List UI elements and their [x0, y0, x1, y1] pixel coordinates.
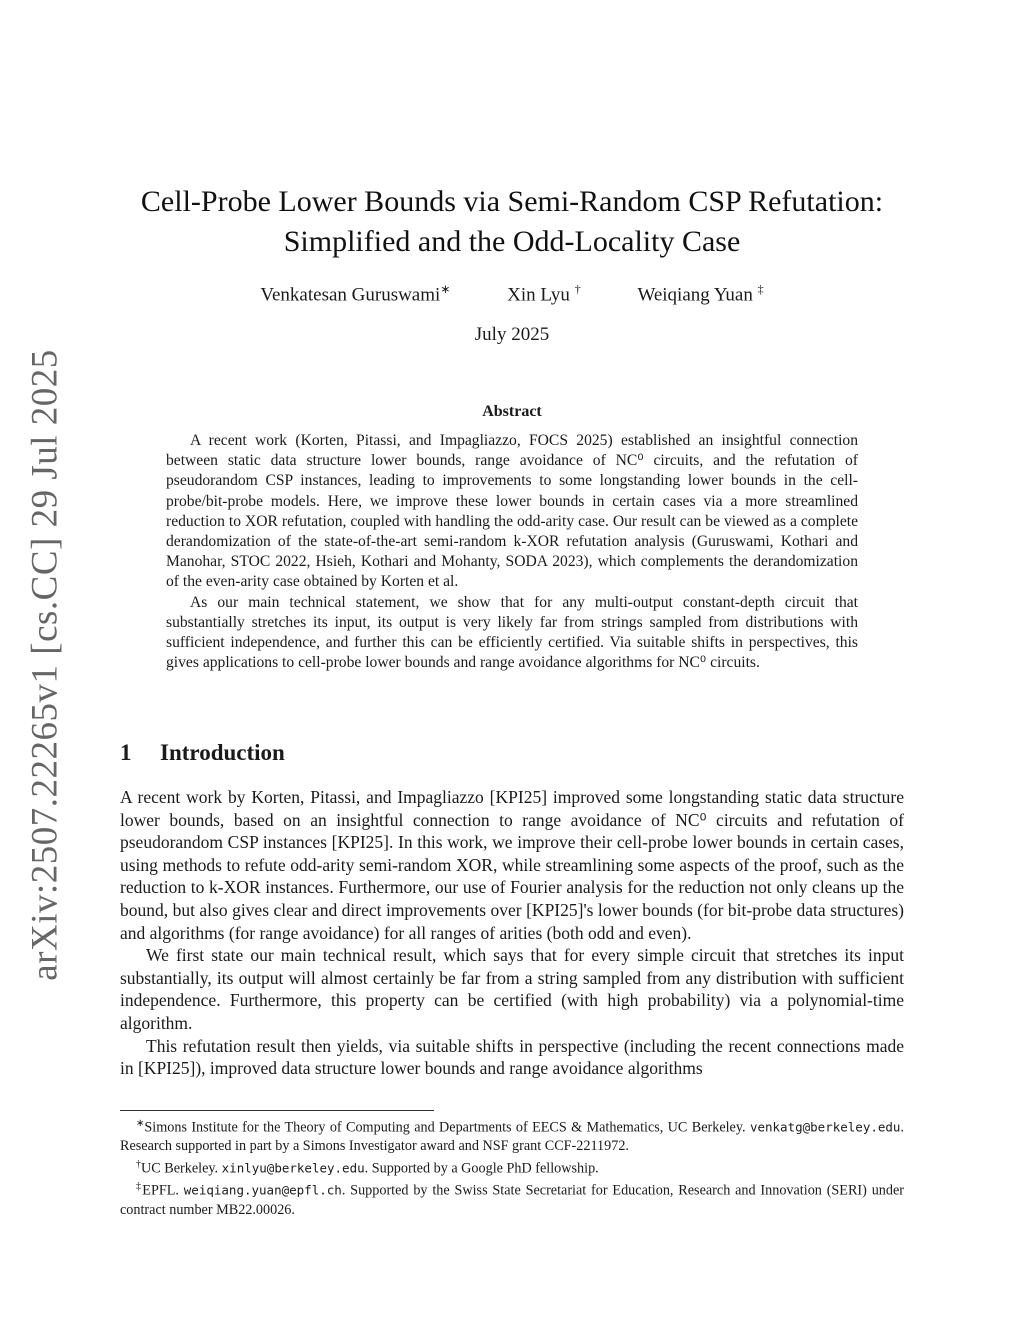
title-line-1: Cell-Probe Lower Bounds via Semi-Random CSP Refutation: [140, 185, 884, 218]
title-line-2: Simplified and the Odd-Locality Case [283, 225, 741, 258]
author: Weiqiang Yuan ‡ [637, 282, 764, 306]
section-heading [120, 740, 285, 766]
email-link[interactable]: venkatg@berkeley.edu [749, 1119, 901, 1135]
footnote: ‡EPFL. weiqiang.yuan@epfl.ch. Supported by the Swiss State Secretariat for Education, Research and Innovation (SERI) under contract number MB22.00026. [120, 1181, 905, 1218]
body-paragraph: A recent work by Korten, Pitassi, and Impagliazzo [KPI25] improved some longstanding static data structure lower bounds, based on an insightful connection to range avoidance of NC⁰ circuits and refutation of pseudorandom CSP instances [KPI25]. In this work, we improve their cell-probe lower bounds in certain cases, using methods to refute odd-arity semi-random XOR, while streamlining some aspects of the proof, such as the reduction to k-XOR instances. Furthermore, our use of Fourier analysis for the reduction not only cleans up the bound, but also gives clear and direct improvements over [KPI25]'s lower bounds (for bit-probe data structures) and algorithms (for range avoidance) for all ranges of arities (both odd and even). [120, 787, 904, 943]
email-link[interactable]: xinlyu@berkeley.edu [221, 1160, 365, 1176]
paper-title [120, 182, 904, 262]
body-paragraph: This refutation result then yields, via suitable shifts in perspective (including the recent connections made in [KPI25]), improved data structure lower bounds and range avoidance algorithms [120, 1035, 904, 1079]
abstract-heading: Abstract [482, 403, 542, 420]
footnote: †UC Berkeley. xinlyu@berkeley.edu. Supported by a Google PhD fellowship. [136, 1158, 599, 1177]
body-text [120, 786, 904, 1080]
author: Xin Lyu † [507, 282, 581, 306]
abstract-paragraph: As our main technical statement, we show that for any multi-output constant-depth circuit that substantially stretches its input, its output is very likely far from strings sampled from distributions with sufficient independence, and further this can be efficiently certified. Via suitable shifts in perspectives, this gives applications to cell-probe lower bounds and range avoidance algorithms for NC⁰ circuits. [166, 593, 858, 672]
abstract-body [166, 431, 858, 673]
footnote: ∗Simons Institute for the Theory of Computing and Departments of EECS & Mathematics, UC Berkeley. venkatg@berkeley.edu. Research supported in part by a Simons Investigator award and NSF grant CCF-2211972. [120, 1118, 904, 1155]
footnote-rule [120, 1110, 434, 1111]
arxiv-id-text: arXiv:2507.22265v1 [cs.CC] 29 Jul 2025 [24, 349, 66, 981]
author-list [120, 282, 904, 306]
section-number: 1 [120, 740, 132, 765]
email-link[interactable]: weiqiang.yuan@epfl.ch [183, 1182, 342, 1198]
footnotes [120, 1115, 904, 1219]
author: Venkatesan Guruswami∗ [260, 282, 451, 306]
section-title: Introduction [160, 740, 285, 765]
paper-date: July 2025 [474, 324, 550, 345]
body-paragraph: We first state our main technical result, which says that for every simple circuit that stretches its input substantially, its output will almost certainly be far from a string sampled from any distribution with sufficient independence. Furthermore, this property can be certified (with high probability) via a polynomial-time algorithm. [120, 945, 904, 1033]
abstract-paragraph: A recent work (Korten, Pitassi, and Impagliazzo, FOCS 2025) established an insightful connection between static data structure lower bounds, range avoidance of NC⁰ circuits, and the refutation of pseudorandom CSP instances, leading to improvements to some longstanding lower bounds in the cell-probe/bit-probe models. Here, we improve these lower bounds in certain cases via a more streamlined reduction to XOR refutation, coupled with handling the odd-arity case. Our result can be viewed as a complete derandomization of the state-of-the-art semi-random k-XOR refutation analysis (Guruswami, Kothari and Manohar, STOC 2022, Hsieh, Kothari and Mohanty, SODA 2023), which complements the derandomization of the even-arity case obtained by Korten et al. [166, 432, 858, 591]
